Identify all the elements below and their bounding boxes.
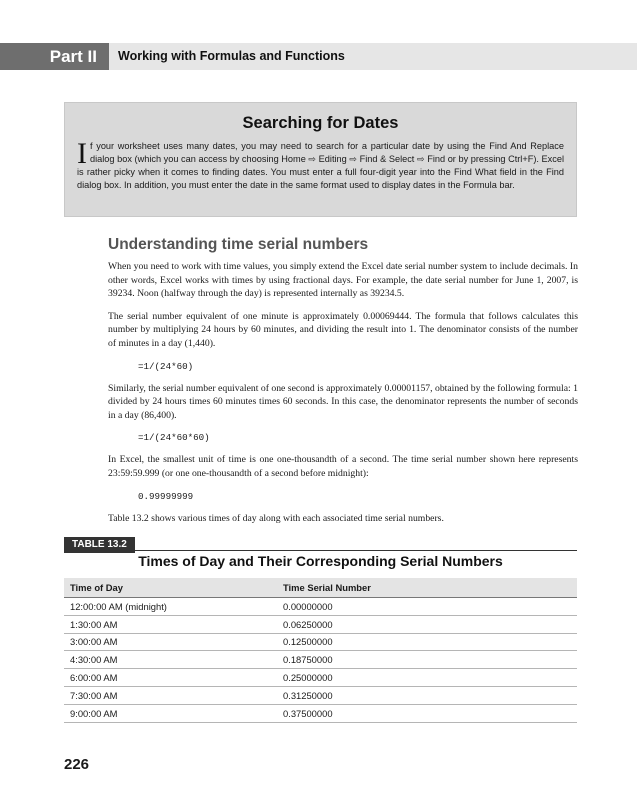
cell-time: 4:30:00 AM: [64, 651, 277, 669]
column-header-serial: Time Serial Number: [277, 578, 577, 598]
time-serial-table: [64, 578, 577, 723]
table-row: [64, 686, 577, 704]
cell-time: 1:30:00 AM: [64, 615, 277, 633]
cell-serial: 0.18750000: [277, 651, 577, 669]
cell-serial: 0.31250000: [277, 686, 577, 704]
page-number: 226: [64, 756, 90, 773]
sidebar-title: Searching for Dates: [242, 114, 399, 132]
table-row: [64, 615, 577, 633]
cell-serial: 0.00000000: [277, 598, 577, 616]
cell-time: 9:00:00 AM: [64, 704, 277, 722]
main-content: [108, 236, 578, 534]
paragraph-3: Similarly, the serial number equivalent of one second is approximately 0.00001157, obtained by the following formula: 1 divided by 24 hours times 60 minutes times 60 seconds. In this case, the denominator represents the number of seconds in a day (86,400).: [108, 382, 578, 421]
paragraph-5: Table 13.2 shows various times of day along with each associated time serial numbers.: [108, 512, 444, 524]
table-row: [64, 704, 577, 722]
cell-serial: 0.37500000: [277, 704, 577, 722]
table-header-row: [64, 578, 577, 598]
table-row: [64, 633, 577, 651]
table-row: [64, 669, 577, 687]
drop-cap: I: [77, 137, 87, 170]
formula-minute: =1/(24*60): [138, 360, 194, 372]
paragraph-1: When you need to work with time values, you simply extend the Excel date serial number system to include decimals. In other words, Excel works with times by using fractional days. For example, the date serial number for June 1, 2007, is 39234. Noon (halfway through the day) is represented internally as 39234.5.: [108, 261, 578, 300]
table-label: TABLE 13.2: [64, 537, 135, 553]
column-header-time: Time of Day: [64, 578, 277, 598]
cell-time: 7:30:00 AM: [64, 686, 277, 704]
sidebar-body: [77, 137, 564, 192]
cell-serial: 0.06250000: [277, 615, 577, 633]
formula-second: =1/(24*60*60): [138, 432, 210, 444]
cell-time: 3:00:00 AM: [64, 633, 277, 651]
cell-time: 6:00:00 AM: [64, 669, 277, 687]
cell-time: 12:00:00 AM (midnight): [64, 598, 277, 616]
part-label: Part II: [0, 43, 109, 70]
cell-serial: 0.25000000: [277, 669, 577, 687]
table-row: [64, 651, 577, 669]
sidebar-box: [64, 102, 577, 217]
table-label-bar: [64, 534, 577, 551]
paragraph-2: The serial number equivalent of one minute is approximately 0.00069444. The formula that follows calculates this number by multiplying 24 hours by 60 minutes, and dividing the result into 1. The denominator consists of the number of minutes in a day (1,440).: [108, 310, 578, 349]
sidebar-text: f your worksheet uses many dates, you may need to search for a particular date by using the Find And Replace dialog box (which you can access by choosing Home ⇨ Editing ⇨ Find & Select ⇨ Find or by pressing Ctrl+F). Excel is rather picky when it comes to finding dates. You must enter a full four-digit year into the Find What field in the Find dialog box. In addition, you must enter the date in the same format used to display dates in the Formula bar.: [77, 141, 564, 190]
serial-value-example: 0.99999999: [138, 490, 194, 502]
cell-serial: 0.12500000: [277, 633, 577, 651]
table-title: Times of Day and Their Corresponding Serial Numbers: [138, 553, 503, 569]
running-header-title: Working with Formulas and Functions: [109, 43, 637, 70]
section-heading: Understanding time serial numbers: [108, 236, 369, 253]
table-row: [64, 598, 577, 616]
paragraph-4: In Excel, the smallest unit of time is one one-thousandth of a second. The time serial number shown here represents 23:59:59.999 (or one one-thousandth of a second before midnight):: [108, 454, 578, 479]
